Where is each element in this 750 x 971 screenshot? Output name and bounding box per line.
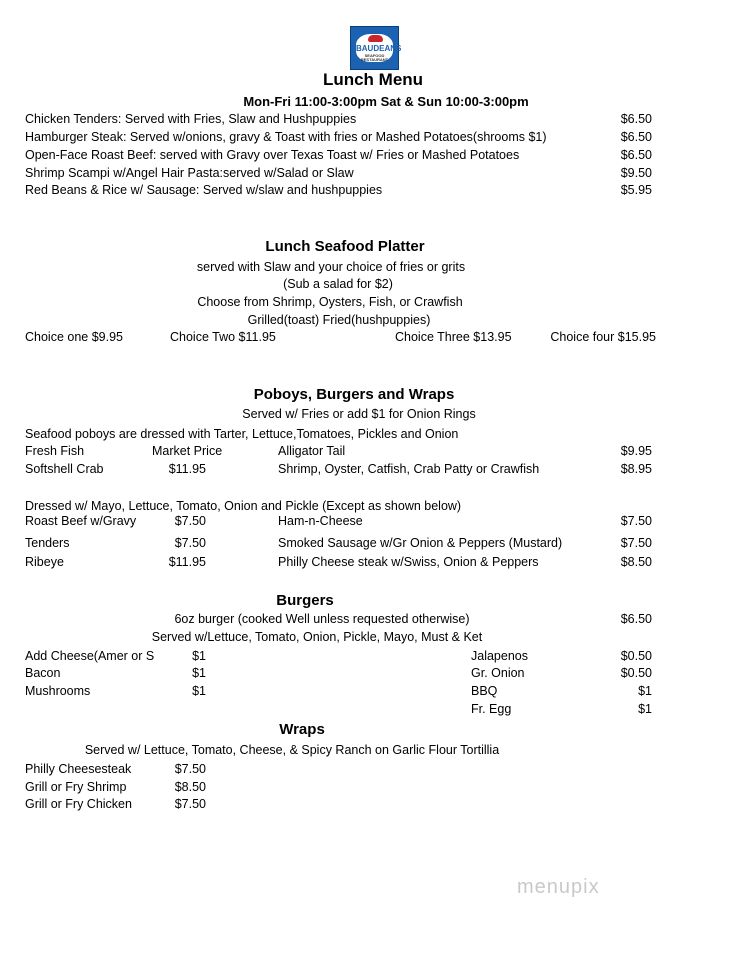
watermark: menupix (517, 876, 600, 898)
wraps-title: Wraps (279, 721, 325, 738)
menu-hours: Mon-Fri 11:00-3:00pm Sat & Sun 10:00-3:00pm (243, 94, 529, 109)
burger-description: 6oz burger (cooked Well unless requested otherwise) (174, 612, 470, 626)
logo-subtitle: SEAFOOD RESTAURANT (360, 53, 389, 62)
poboy-price: $7.50 (174, 514, 206, 528)
addon-name: BBQ (471, 684, 498, 698)
addon-name: Add Cheese(Amer or S (25, 649, 155, 663)
addon-name: Fr. Egg (471, 702, 512, 716)
lunch-item-price: $6.50 (620, 112, 652, 126)
poboy-price: $11.95 (168, 462, 206, 476)
addon-price: $1 (192, 684, 206, 698)
poboy-name: Smoked Sausage w/Gr Onion & Peppers (Mustard) (278, 536, 563, 550)
burger-price: $6.50 (620, 612, 652, 626)
lunch-item-name: Hamburger Steak: Served w/onions, gravy & Toast with fries or Mashed Potatoes(shrooms $1) (25, 130, 547, 144)
platter-choice: Choice four $15.95 (550, 330, 656, 344)
platter-choice: Choice Three $13.95 (395, 330, 512, 344)
platter-title: Lunch Seafood Platter (265, 238, 425, 255)
addon-name: Gr. Onion (471, 666, 525, 680)
poboy-price: $7.50 (620, 514, 652, 528)
platter-choice: Choice Two $11.95 (170, 330, 276, 344)
poboy-price: $7.50 (174, 536, 206, 550)
poboy-price: $8.50 (620, 555, 652, 569)
poboy-name: Shrimp, Oyster, Catfish, Crab Patty or Crawfish (278, 462, 540, 476)
seafood-poboy-note: Seafood poboys are dressed with Tarter, Lettuce,Tomatoes, Pickles and Onion (25, 427, 459, 441)
wrap-price: $8.50 (174, 780, 206, 794)
logo-oval (356, 34, 402, 62)
burgers-title: Burgers (276, 592, 334, 609)
wrap-name: Grill or Fry Chicken (25, 797, 132, 811)
lunch-item-name: Chicken Tenders: Served with Fries, Slaw and Hushpuppies (25, 112, 357, 126)
wrap-name: Grill or Fry Shrimp (25, 780, 127, 794)
wrap-name: Philly Cheesesteak (25, 762, 132, 776)
dressed-poboy-note: Dressed w/ Mayo, Lettuce, Tomato, Onion and Pickle (Except as shown below) (25, 499, 462, 513)
addon-name: Bacon (25, 666, 61, 680)
poboy-price: Market Price (152, 444, 223, 458)
poboy-price: $8.95 (620, 462, 652, 476)
addon-price: $1 (192, 649, 206, 663)
wrap-price: $7.50 (174, 762, 206, 776)
poboy-name: Ham-n-Cheese (278, 514, 363, 528)
lunch-item-name: Shrimp Scampi w/Angel Hair Pasta:served w/Salad or Slaw (25, 166, 354, 180)
addon-name: Jalapenos (471, 649, 528, 663)
addon-name: Mushrooms (25, 684, 91, 698)
platter-line: Choose from Shrimp, Oysters, Fish, or Crawfish (197, 295, 463, 309)
addon-price: $1 (638, 684, 652, 698)
crab-icon (368, 35, 383, 42)
platter-line: Grilled(toast) Fried(hushpuppies) (247, 313, 431, 327)
poboy-name: Softshell Crab (25, 462, 104, 476)
menu-title: Lunch Menu (322, 70, 424, 89)
lunch-item-name: Open-Face Roast Beef: served with Gravy over Texas Toast w/ Fries or Mashed Potatoes (25, 148, 520, 162)
poboy-price: $11.95 (168, 555, 206, 569)
lunch-item-price: $6.50 (620, 130, 652, 144)
wraps-subtitle: Served w/ Lettuce, Tomato, Cheese, & Spicy Ranch on Garlic Flour Tortillia (84, 743, 500, 757)
logo-brand: BAUDEANS (356, 44, 402, 53)
lunch-item-name: Red Beans & Rice w/ Sausage: Served w/slaw and hushpuppies (25, 183, 383, 197)
poboy-price: $9.95 (620, 444, 652, 458)
lunch-item-price: $6.50 (620, 148, 652, 162)
burger-toppings: Served w/Lettuce, Tomato, Onion, Pickle, Mayo, Must & Ket (151, 630, 483, 644)
poboy-name: Alligator Tail (278, 444, 346, 458)
platter-line: served with Slaw and your choice of fries or grits (196, 260, 466, 274)
poboy-price: $7.50 (620, 536, 652, 550)
addon-price: $1 (192, 666, 206, 680)
poboy-name: Philly Cheese steak w/Swiss, Onion & Peppers (278, 555, 539, 569)
poboy-name: Ribeye (25, 555, 64, 569)
poboys-title: Poboys, Burgers and Wraps (253, 386, 455, 403)
addon-price: $0.50 (620, 649, 652, 663)
addon-price: $1 (638, 702, 652, 716)
lunch-item-price: $9.50 (620, 166, 652, 180)
platter-line: (Sub a salad for $2) (283, 277, 393, 291)
poboys-subtitle: Served w/ Fries or add $1 for Onion Rings (242, 407, 476, 421)
restaurant-logo (350, 26, 402, 70)
platter-choice: Choice one $9.95 (25, 330, 123, 344)
poboy-name: Tenders (25, 536, 70, 550)
addon-price: $0.50 (620, 666, 652, 680)
lunch-item-price: $5.95 (620, 183, 652, 197)
poboy-name: Fresh Fish (25, 444, 85, 458)
poboy-name: Roast Beef w/Gravy (25, 514, 137, 528)
wrap-price: $7.50 (174, 797, 206, 811)
